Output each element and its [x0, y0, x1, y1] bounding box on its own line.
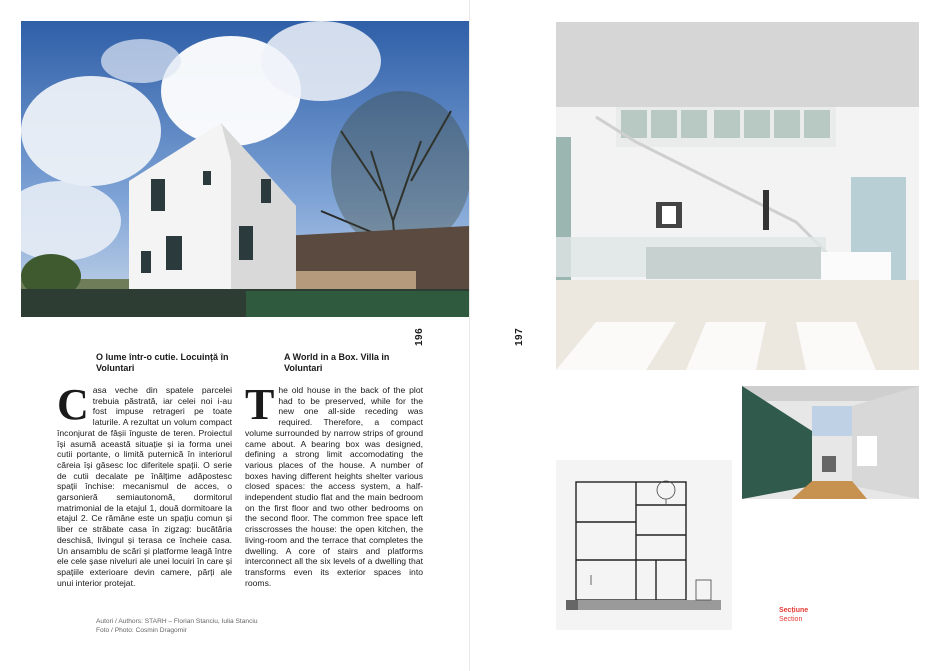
body-ro: asa veche din spatele parcelei trebuia păstrată, iar celei noi i-au fost impuse retrageri pe toate laturile. A rezultat un volum compact înconjurat de fâșii înguste de teren. Proiectul își asumă această situație și ia forma unei cutii portante, o limită puternică în interiorul căreia își găsesc loc diferitele spații. O serie de cutii decalate pe înălțime adăpostesc spații închise: mecanismul de acces, o garsonieră semiautonomă, dormitorul matrimonial de la etajul 1, două dormitoare la etajul 2. Ce rămâne este un spațiu comun și liber ce străbate casa în zigzag: bucătăria deschisă, livingul și terasa ce încheie casa. Un ansamblu de scări și platforme leagă între ele cele șase niveluri ale unei locuiri în care și spațiile exterioare devin camere, părți ale unui interior protejat.	[57, 385, 232, 588]
credits-photo: Foto / Photo: Cosmin Dragomir	[96, 626, 187, 634]
terrace-photo	[742, 386, 919, 499]
page-number-left: 196	[414, 327, 425, 346]
body-text-ro	[57, 380, 232, 588]
section-label[interactable]	[779, 606, 808, 624]
section-drawing	[556, 460, 732, 630]
page-number-right: 197	[514, 327, 525, 346]
page-right	[470, 0, 940, 671]
title-en: A World in a Box. Villa in Voluntari	[284, 352, 390, 373]
credits	[96, 618, 266, 635]
body-en: he old house in the back of the plot had to be preserved, while for the new one all-side receding was required. Therefore, a compact volume surrounded by narrow strips of ground came about. A bearing box was designed, defining a strong limit accomodating the various places of the house. A number of boxes having different heights shelter various closed spaces: the access system, a half-independent studio flat and the main bedroom on the first floor and two other bedrooms on the second floor. The common free space left crisscrosses the house: the open kitchen, the living-room and the terrace that completes the dwelling. A core of stairs and platforms interconnect all the six levels of a dwelling that transforms even its exterior spaces into rooms.	[245, 385, 423, 588]
section-label-en: Section	[779, 616, 803, 623]
dropcap-ro: C	[57, 380, 89, 429]
body-text-en	[245, 380, 423, 588]
section-label-ro: Secțiune	[779, 607, 809, 614]
credits-authors: Autori / Authors: STARH – Florian Stanciu, Iulia Stanciu	[96, 618, 258, 625]
dropcap-en: T	[245, 380, 275, 429]
title-ro: O lume într-o cutie. Locuință în Voluntari	[96, 352, 229, 373]
interior-photo	[556, 22, 919, 370]
exterior-photo	[21, 21, 469, 317]
